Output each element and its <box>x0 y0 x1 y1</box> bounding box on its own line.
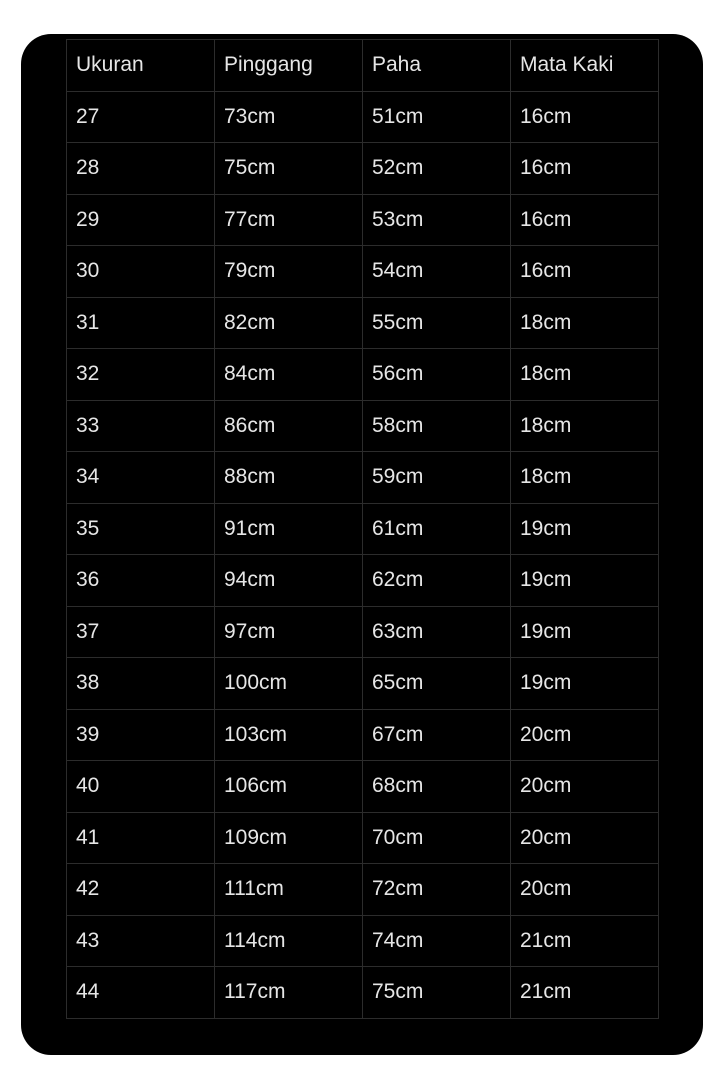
table-row <box>67 503 659 555</box>
table-row <box>67 709 659 761</box>
cell-pinggang: 94cm <box>215 555 363 607</box>
cell-paha: 75cm <box>363 967 511 1019</box>
table-row <box>67 400 659 452</box>
header-ukuran: Ukuran <box>67 40 215 92</box>
cell-paha: 74cm <box>363 915 511 967</box>
header-paha: Paha <box>363 40 511 92</box>
cell-ukuran: 42 <box>67 864 215 916</box>
cell-paha: 51cm <box>363 91 511 143</box>
cell-ukuran: 36 <box>67 555 215 607</box>
cell-pinggang: 114cm <box>215 915 363 967</box>
cell-ukuran: 38 <box>67 658 215 710</box>
cell-pinggang: 75cm <box>215 143 363 195</box>
table-row <box>67 915 659 967</box>
cell-paha: 68cm <box>363 761 511 813</box>
cell-pinggang: 109cm <box>215 812 363 864</box>
cell-mata-kaki: 19cm <box>511 658 659 710</box>
cell-paha: 58cm <box>363 400 511 452</box>
cell-paha: 54cm <box>363 246 511 298</box>
cell-ukuran: 32 <box>67 349 215 401</box>
table-row <box>67 658 659 710</box>
table-body <box>67 91 659 1018</box>
cell-mata-kaki: 20cm <box>511 864 659 916</box>
cell-ukuran: 28 <box>67 143 215 195</box>
cell-ukuran: 40 <box>67 761 215 813</box>
cell-ukuran: 33 <box>67 400 215 452</box>
cell-ukuran: 34 <box>67 452 215 504</box>
cell-mata-kaki: 20cm <box>511 709 659 761</box>
cell-pinggang: 77cm <box>215 194 363 246</box>
cell-ukuran: 29 <box>67 194 215 246</box>
table-row <box>67 555 659 607</box>
cell-paha: 72cm <box>363 864 511 916</box>
cell-paha: 55cm <box>363 297 511 349</box>
table-row <box>67 452 659 504</box>
cell-pinggang: 88cm <box>215 452 363 504</box>
table-row <box>67 349 659 401</box>
cell-pinggang: 103cm <box>215 709 363 761</box>
cell-mata-kaki: 20cm <box>511 761 659 813</box>
cell-mata-kaki: 19cm <box>511 606 659 658</box>
cell-ukuran: 37 <box>67 606 215 658</box>
cell-ukuran: 41 <box>67 812 215 864</box>
cell-paha: 67cm <box>363 709 511 761</box>
cell-paha: 62cm <box>363 555 511 607</box>
cell-pinggang: 86cm <box>215 400 363 452</box>
header-pinggang: Pinggang <box>215 40 363 92</box>
table-row <box>67 143 659 195</box>
cell-pinggang: 111cm <box>215 864 363 916</box>
cell-pinggang: 97cm <box>215 606 363 658</box>
table-row <box>67 91 659 143</box>
cell-mata-kaki: 16cm <box>511 91 659 143</box>
cell-ukuran: 31 <box>67 297 215 349</box>
cell-pinggang: 106cm <box>215 761 363 813</box>
cell-ukuran: 43 <box>67 915 215 967</box>
size-chart-card <box>21 34 703 1055</box>
cell-ukuran: 30 <box>67 246 215 298</box>
table-row <box>67 606 659 658</box>
cell-pinggang: 91cm <box>215 503 363 555</box>
cell-paha: 65cm <box>363 658 511 710</box>
table-row <box>67 761 659 813</box>
size-chart-table <box>66 39 659 1019</box>
header-mata-kaki: Mata Kaki <box>511 40 659 92</box>
table-row <box>67 297 659 349</box>
cell-mata-kaki: 19cm <box>511 503 659 555</box>
cell-mata-kaki: 21cm <box>511 915 659 967</box>
cell-ukuran: 39 <box>67 709 215 761</box>
cell-paha: 52cm <box>363 143 511 195</box>
table-row <box>67 194 659 246</box>
table-row <box>67 967 659 1019</box>
cell-mata-kaki: 21cm <box>511 967 659 1019</box>
cell-pinggang: 79cm <box>215 246 363 298</box>
cell-mata-kaki: 20cm <box>511 812 659 864</box>
table-row <box>67 246 659 298</box>
cell-mata-kaki: 18cm <box>511 400 659 452</box>
cell-mata-kaki: 16cm <box>511 143 659 195</box>
cell-mata-kaki: 16cm <box>511 246 659 298</box>
cell-pinggang: 100cm <box>215 658 363 710</box>
cell-pinggang: 73cm <box>215 91 363 143</box>
cell-mata-kaki: 18cm <box>511 452 659 504</box>
cell-mata-kaki: 18cm <box>511 297 659 349</box>
cell-paha: 56cm <box>363 349 511 401</box>
cell-ukuran: 27 <box>67 91 215 143</box>
cell-paha: 70cm <box>363 812 511 864</box>
cell-mata-kaki: 19cm <box>511 555 659 607</box>
table-row <box>67 864 659 916</box>
cell-paha: 59cm <box>363 452 511 504</box>
table-row <box>67 812 659 864</box>
cell-pinggang: 82cm <box>215 297 363 349</box>
table-header-row <box>67 40 659 92</box>
cell-paha: 61cm <box>363 503 511 555</box>
cell-pinggang: 117cm <box>215 967 363 1019</box>
cell-ukuran: 44 <box>67 967 215 1019</box>
cell-mata-kaki: 18cm <box>511 349 659 401</box>
cell-paha: 63cm <box>363 606 511 658</box>
cell-pinggang: 84cm <box>215 349 363 401</box>
cell-paha: 53cm <box>363 194 511 246</box>
cell-ukuran: 35 <box>67 503 215 555</box>
cell-mata-kaki: 16cm <box>511 194 659 246</box>
